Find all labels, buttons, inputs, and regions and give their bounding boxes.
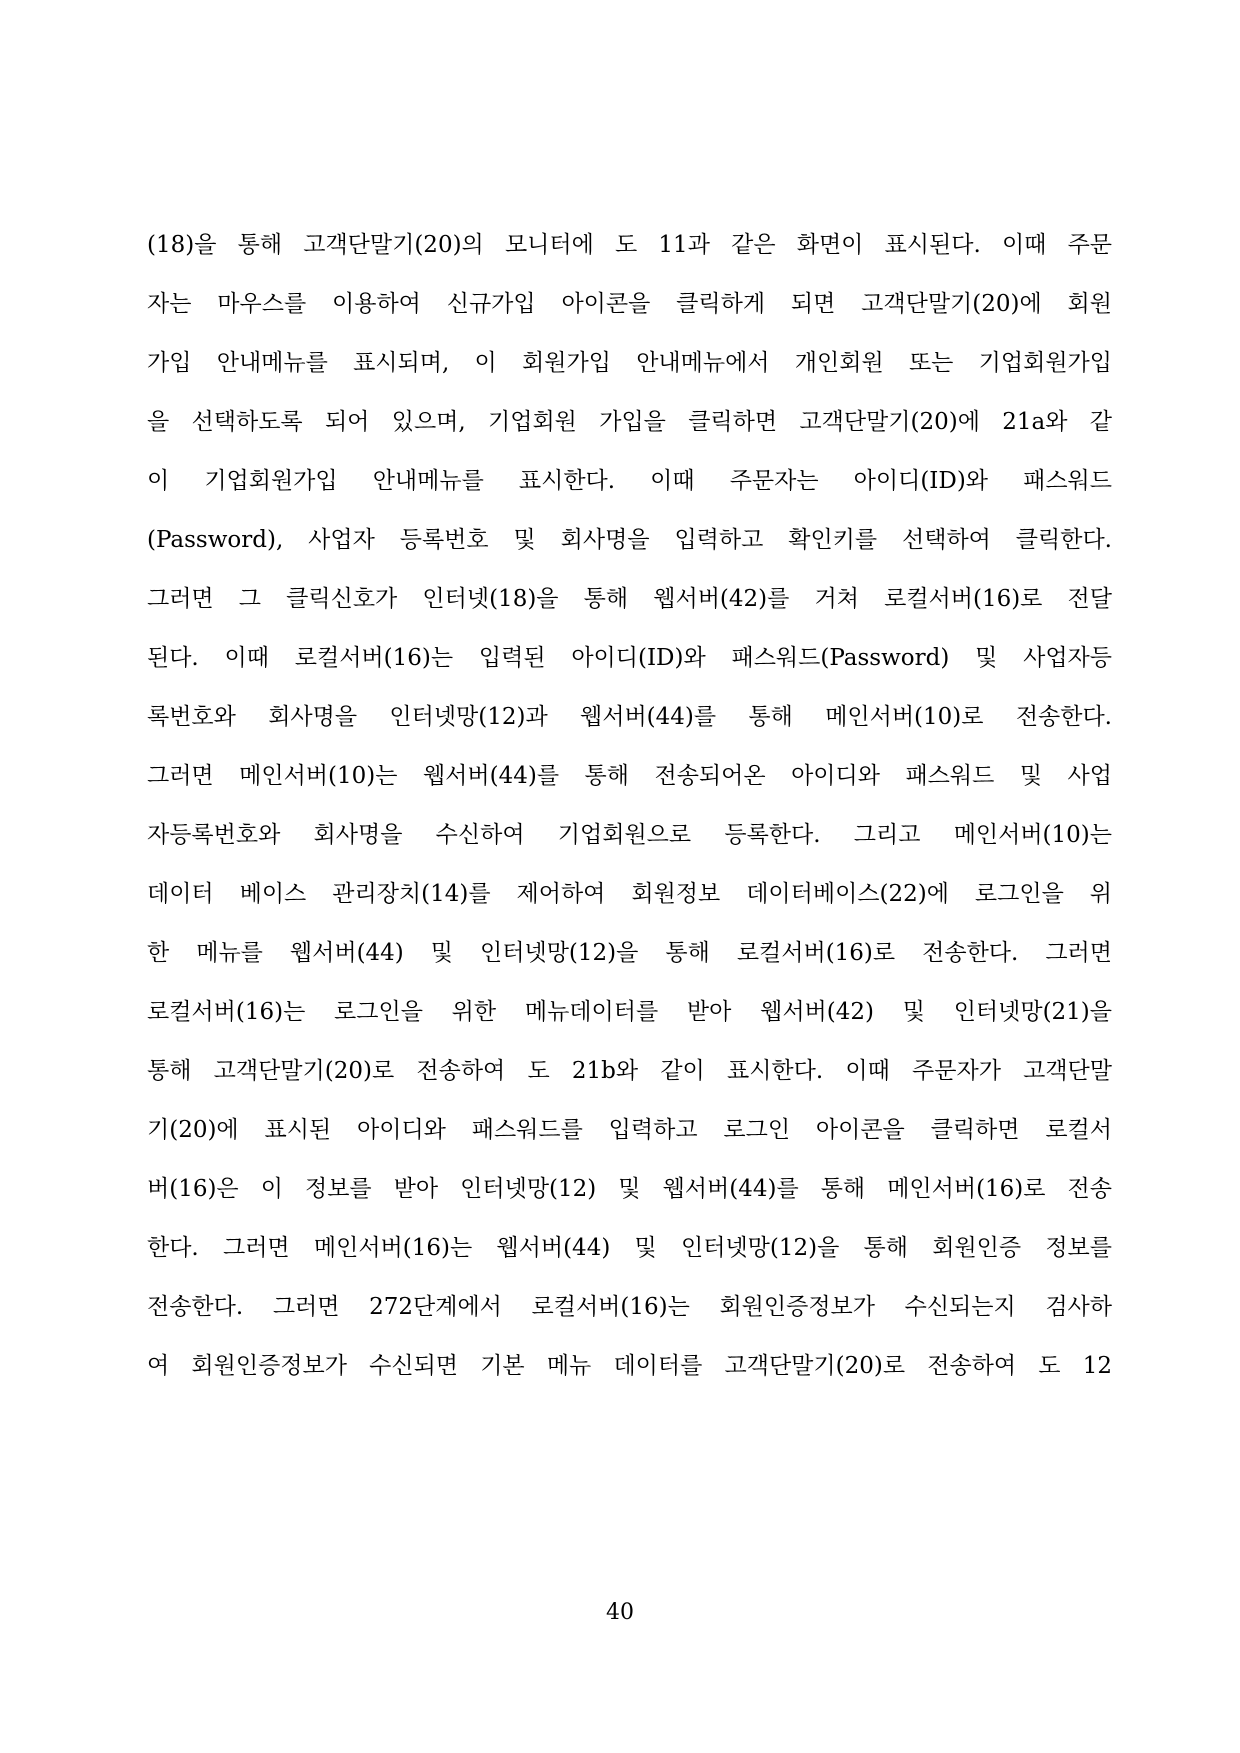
text-line: 한다. 그러면 메인서버(16)는 웹서버(44) 및 인터넷망(12)을 통해 회원인증 정보를: [147, 1235, 1112, 1261]
text-line: 통해 고객단말기(20)로 전송하여 도 21b와 같이 표시한다. 이때 주문자가 고객단말: [147, 1058, 1112, 1084]
text-line: 로컬서버(16)는 로그인을 위한 메뉴데이터를 받아 웹서버(42) 및 인터넷망(21)을: [147, 999, 1112, 1025]
text-line: 록번호와 회사명을 인터넷망(12)과 웹서버(44)를 통해 메인서버(10)로 전송한다.: [147, 704, 1112, 730]
text-line: 그러면 메인서버(10)는 웹서버(44)를 통해 전송되어온 아이디와 패스워드 및 사업: [147, 763, 1112, 789]
text-line: (Password), 사업자 등록번호 및 회사명을 입력하고 확인키를 선택하여 클릭한다.: [147, 527, 1112, 553]
text-line: 그러면 그 클릭신호가 인터넷(18)을 통해 웹서버(42)를 거쳐 로컬서버(16)로 전달: [147, 586, 1112, 612]
text-line: 된다. 이때 로컬서버(16)는 입력된 아이디(ID)와 패스워드(Password) 및 사업자등: [147, 645, 1112, 671]
text-line: 데이터 베이스 관리장치(14)를 제어하여 회원정보 데이터베이스(22)에 로그인을 위: [147, 881, 1112, 907]
text-line: 버(16)은 이 정보를 받아 인터넷망(12) 및 웹서버(44)를 통해 메인서버(16)로 전송: [147, 1176, 1112, 1202]
text-line: 자등록번호와 회사명을 수신하여 기업회원으로 등록한다. 그리고 메인서버(10)는: [147, 822, 1112, 848]
text-line: (18)을 통해 고객단말기(20)의 모니터에 도 11과 같은 화면이 표시된다. 이때 주문: [147, 232, 1112, 258]
text-line: 기(20)에 표시된 아이디와 패스워드를 입력하고 로그인 아이콘을 클릭하면 로컬서: [147, 1117, 1112, 1143]
text-line: 을 선택하도록 되어 있으며, 기업회원 가입을 클릭하면 고객단말기(20)에 21a와 같: [147, 409, 1112, 435]
text-line: 전송한다. 그러면 272단계에서 로컬서버(16)는 회원인증정보가 수신되는지 검사하: [147, 1294, 1112, 1320]
text-line: 한 메뉴를 웹서버(44) 및 인터넷망(12)을 통해 로컬서버(16)로 전송한다. 그러면: [147, 940, 1112, 966]
text-line: 가입 안내메뉴를 표시되며, 이 회원가입 안내메뉴에서 개인회원 또는 기업회원가입: [147, 350, 1112, 376]
text-line: 여 회원인증정보가 수신되면 기본 메뉴 데이터를 고객단말기(20)로 전송하여 도 12: [147, 1353, 1112, 1379]
text-line: 자는 마우스를 이용하여 신규가입 아이콘을 클릭하게 되면 고객단말기(20)에 회원: [147, 291, 1112, 317]
text-line: 이 기업회원가입 안내메뉴를 표시한다. 이때 주문자는 아이디(ID)와 패스워드: [147, 468, 1112, 494]
page-number: 40: [606, 1600, 634, 1625]
body-text: [147, 222, 1112, 1402]
